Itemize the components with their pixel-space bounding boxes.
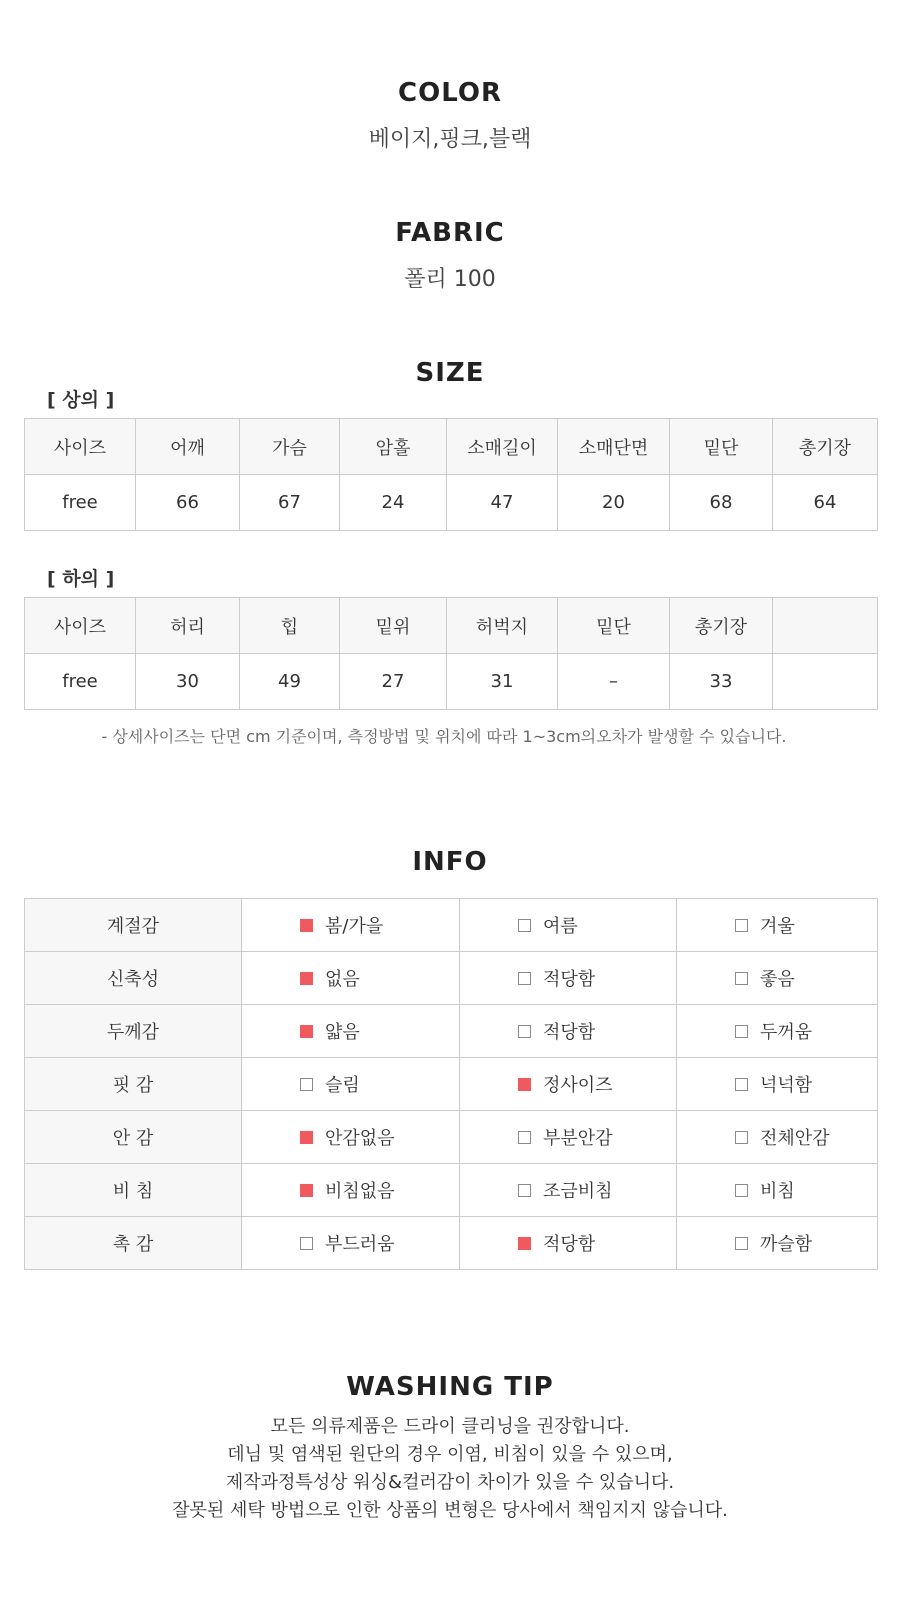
top-size-value-cell: 24 [340, 475, 447, 531]
size-heading: SIZE [415, 358, 485, 388]
top-size-value-cell: 67 [240, 475, 340, 531]
size-note: - 상세사이즈는 단면 cm 기준이며, 측정방법 및 위치에 따라 1~3cm의오차가 발생할 수 있습니다. [101, 727, 787, 746]
info-option [460, 1164, 677, 1217]
info-option [242, 899, 460, 952]
info-category: 핏 감 [25, 1058, 242, 1111]
info-option [242, 1005, 460, 1058]
bottom-size-value-cell: 49 [240, 654, 340, 710]
info-option-label: 안감없음 [325, 1128, 395, 1149]
info-option [460, 1111, 677, 1164]
checked-box-icon [518, 1237, 531, 1250]
top-size-header-cell: 사이즈 [25, 419, 136, 475]
info-row [25, 899, 878, 952]
top-size-value-row [25, 475, 878, 531]
unchecked-box-icon [735, 972, 748, 985]
unchecked-box-icon [518, 919, 531, 932]
info-option [460, 1005, 677, 1058]
info-category: 계절감 [25, 899, 242, 952]
bottom-size-value-cell: 30 [136, 654, 240, 710]
top-size-value-cell: 20 [558, 475, 670, 531]
fabric-value: 폴리 100 [404, 267, 496, 292]
info-option-label: 까슬함 [760, 1234, 813, 1255]
bottom-size-value-cell [773, 654, 878, 710]
top-size-value-cell: 47 [447, 475, 558, 531]
bottom-size-value-cell: – [558, 654, 670, 710]
top-size-header-cell: 암홀 [340, 419, 447, 475]
top-size-value-cell: 68 [670, 475, 773, 531]
bottom-size-label: [ 하의 ] [47, 568, 115, 590]
unchecked-box-icon [518, 972, 531, 985]
unchecked-box-icon [518, 1025, 531, 1038]
washing-line: 잘못된 세탁 방법으로 인한 상품의 변형은 당사에서 책임지지 않습니다. [172, 1500, 728, 1521]
info-option-label: 봄/가을 [325, 916, 384, 937]
color-heading: COLOR [398, 78, 502, 108]
checked-box-icon [300, 972, 313, 985]
info-row [25, 1058, 878, 1111]
info-row [25, 1164, 878, 1217]
info-option [677, 1217, 878, 1270]
washing-line: 모든 의류제품은 드라이 클리닝을 권장합니다. [270, 1416, 630, 1437]
top-size-header-row [25, 419, 878, 475]
top-size-header-cell: 소매단면 [558, 419, 670, 475]
checked-box-icon [300, 1184, 313, 1197]
info-option [677, 1111, 878, 1164]
info-option [242, 1111, 460, 1164]
info-option [460, 899, 677, 952]
info-category: 비 침 [25, 1164, 242, 1217]
unchecked-box-icon [735, 1078, 748, 1091]
washing-tips [0, 1413, 900, 1525]
bottom-size-table [24, 597, 878, 710]
bottom-size-value-cell: free [25, 654, 136, 710]
unchecked-box-icon [735, 1184, 748, 1197]
bottom-size-header-cell: 밑단 [558, 598, 670, 654]
info-option-label: 두꺼움 [760, 1022, 813, 1043]
info-row [25, 1005, 878, 1058]
info-option [677, 952, 878, 1005]
info-category: 신축성 [25, 952, 242, 1005]
info-option-label: 적당함 [543, 969, 596, 990]
info-option [242, 1217, 460, 1270]
top-size-header-cell: 밑단 [670, 419, 773, 475]
info-option-label: 부드러움 [325, 1234, 395, 1255]
checked-box-icon [300, 1025, 313, 1038]
info-table [24, 898, 878, 1270]
info-option-label: 넉넉함 [760, 1075, 813, 1096]
unchecked-box-icon [300, 1078, 313, 1091]
info-option-label: 비침없음 [325, 1181, 395, 1202]
bottom-size-header-cell: 허벅지 [447, 598, 558, 654]
bottom-size-value-cell: 31 [447, 654, 558, 710]
fabric-heading: FABRIC [395, 218, 505, 248]
unchecked-box-icon [735, 1025, 748, 1038]
info-option [460, 952, 677, 1005]
info-option-label: 없음 [325, 969, 360, 990]
unchecked-box-icon [518, 1184, 531, 1197]
color-value: 베이지,핑크,블랙 [368, 127, 532, 152]
bottom-size-header-cell: 힙 [240, 598, 340, 654]
bottom-size-header-cell [773, 598, 878, 654]
info-row [25, 952, 878, 1005]
info-option [677, 899, 878, 952]
unchecked-box-icon [300, 1237, 313, 1250]
info-heading: INFO [412, 847, 488, 877]
info-option-label: 여름 [543, 916, 578, 937]
info-category: 촉 감 [25, 1217, 242, 1270]
checked-box-icon [300, 919, 313, 932]
bottom-size-value-row [25, 654, 878, 710]
info-category: 안 감 [25, 1111, 242, 1164]
top-size-header-cell: 어깨 [136, 419, 240, 475]
info-option [242, 952, 460, 1005]
washing-line: 데님 및 염색된 원단의 경우 이염, 비침이 있을 수 있으며, [227, 1444, 673, 1465]
info-option [677, 1164, 878, 1217]
unchecked-box-icon [518, 1131, 531, 1144]
info-option-label: 얇음 [325, 1022, 360, 1043]
info-option-label: 좋음 [760, 969, 795, 990]
top-size-header-cell: 가슴 [240, 419, 340, 475]
info-option [242, 1058, 460, 1111]
unchecked-box-icon [735, 1237, 748, 1250]
info-option [460, 1217, 677, 1270]
washing-line: 제작과정특성상 워싱&컬러감이 차이가 있을 수 있습니다. [225, 1472, 675, 1493]
info-option-label: 겨울 [760, 916, 795, 937]
bottom-size-header-cell: 총기장 [670, 598, 773, 654]
bottom-size-header-cell: 밑위 [340, 598, 447, 654]
top-size-header-cell: 소매길이 [447, 419, 558, 475]
info-option-label: 부분안감 [543, 1128, 613, 1149]
info-option-label: 적당함 [543, 1234, 596, 1255]
info-option-label: 비침 [760, 1181, 795, 1202]
info-option [677, 1005, 878, 1058]
info-option [677, 1058, 878, 1111]
bottom-size-header-row [25, 598, 878, 654]
info-option-label: 전체안감 [760, 1128, 830, 1149]
bottom-size-header-cell: 사이즈 [25, 598, 136, 654]
washing-heading: WASHING TIP [346, 1372, 554, 1402]
unchecked-box-icon [735, 1131, 748, 1144]
top-size-value-cell: 66 [136, 475, 240, 531]
info-option [242, 1164, 460, 1217]
top-size-header-cell: 총기장 [773, 419, 878, 475]
checked-box-icon [518, 1078, 531, 1091]
info-option [460, 1058, 677, 1111]
bottom-size-value-cell: 33 [670, 654, 773, 710]
info-category: 두께감 [25, 1005, 242, 1058]
info-option-label: 슬림 [325, 1075, 360, 1096]
info-row [25, 1217, 878, 1270]
bottom-size-value-cell: 27 [340, 654, 447, 710]
unchecked-box-icon [735, 919, 748, 932]
info-option-label: 적당함 [543, 1022, 596, 1043]
top-size-label: [ 상의 ] [47, 389, 115, 411]
checked-box-icon [300, 1131, 313, 1144]
bottom-size-header-cell: 허리 [136, 598, 240, 654]
top-size-value-cell: 64 [773, 475, 878, 531]
info-row [25, 1111, 878, 1164]
top-size-value-cell: free [25, 475, 136, 531]
top-size-table [24, 418, 878, 531]
info-option-label: 정사이즈 [543, 1075, 613, 1096]
info-option-label: 조금비침 [543, 1181, 613, 1202]
